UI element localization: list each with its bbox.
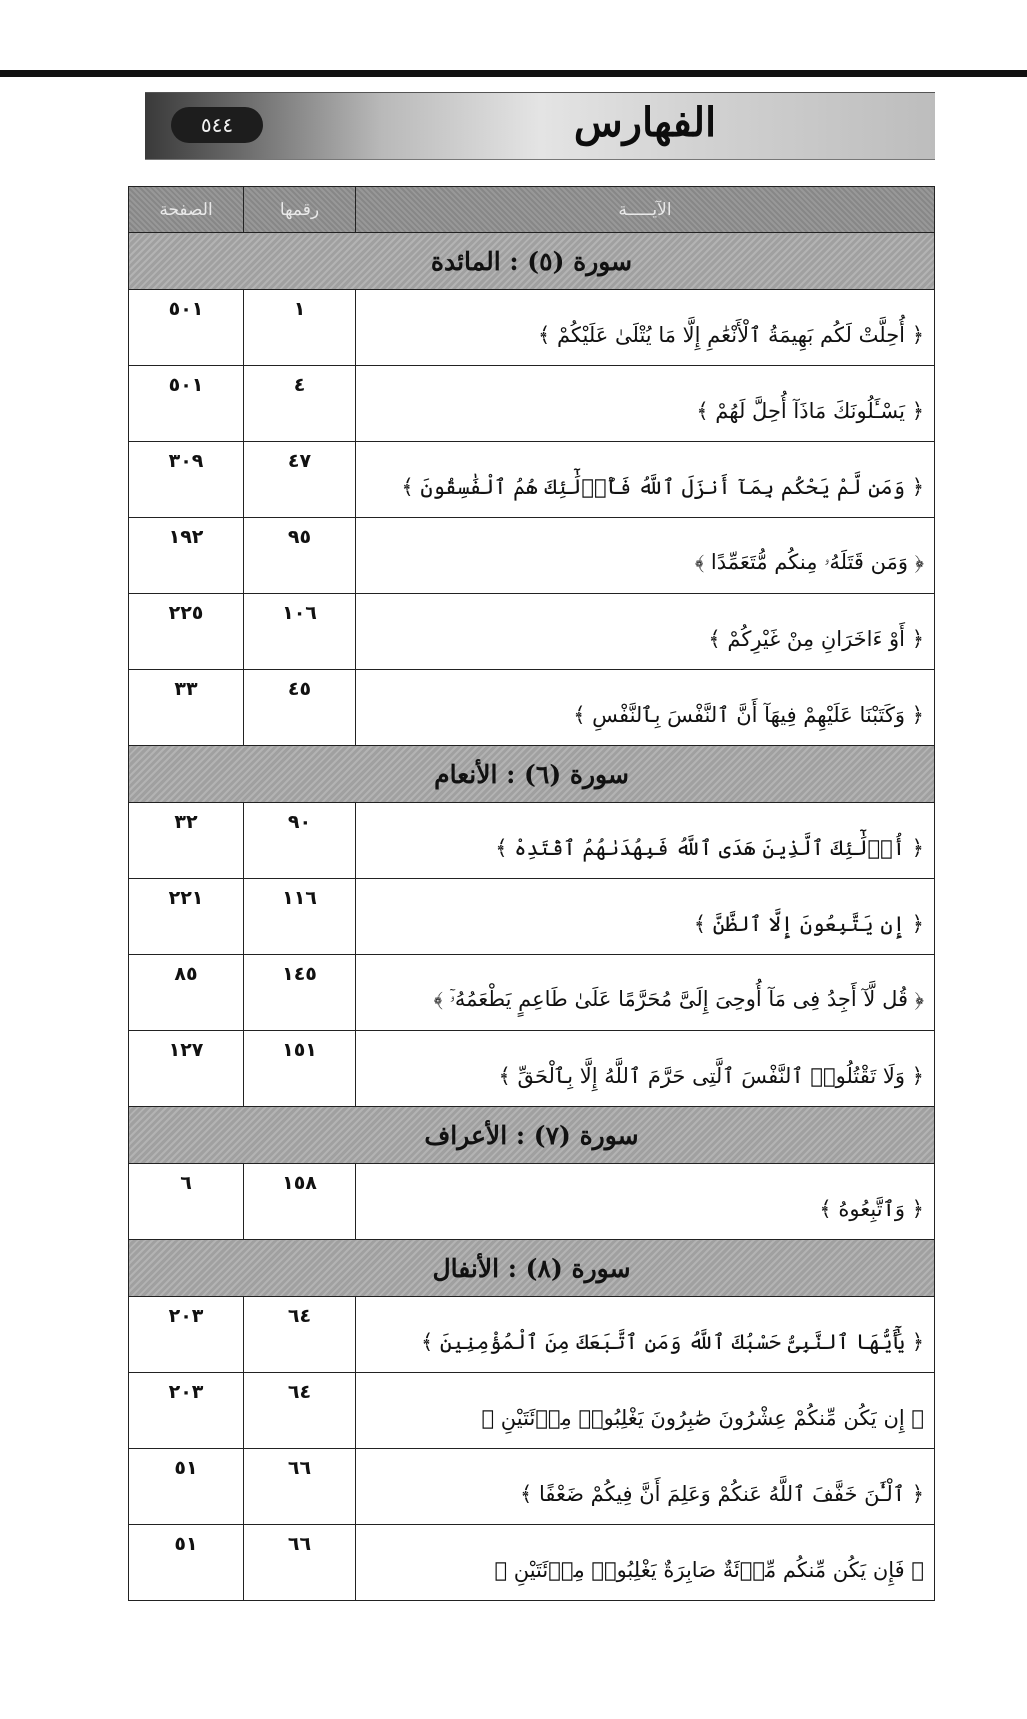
surah-heading: سورة (٦) : الأنعام <box>129 746 935 803</box>
table-row <box>129 670 935 746</box>
verse-number: ٦٦ <box>244 1525 356 1601</box>
surah-heading-row <box>129 233 935 290</box>
verse-number: ١٠٦ <box>244 594 356 670</box>
page-reference: ٥١ <box>129 1525 244 1601</box>
verse-number: ٤٧ <box>244 442 356 518</box>
page-reference: ٨٥ <box>129 955 244 1031</box>
page-reference: ٢٠٣ <box>129 1297 244 1373</box>
table-row <box>129 879 935 955</box>
verse-index-table <box>128 186 935 1601</box>
page-number-badge: ٥٤٤ <box>171 107 263 143</box>
verse-text: ﴿ فَإِن يَكُن مِّنكُم مِّا۟ئَةٌ صَابِرَةٌ يَغْلِبُوا۟ مِا۟ئَتَيْنِ ﴾ <box>356 1525 935 1601</box>
page-reference: ٣٢ <box>129 803 244 879</box>
table-row <box>129 955 935 1031</box>
table-row <box>129 1164 935 1240</box>
verse-text: ﴿ وَكَتَبْنَا عَلَيْهِمْ فِيهَآ أَنَّ ٱلنَّفْسَ بِٱلنَّفْسِ ﴾ <box>356 670 935 746</box>
verse-text: ﴿ إِن يَكُن مِّنكُمْ عِشْرُونَ صَٰبِرُونَ يَغْلِبُوا۟ مِا۟ئَتَيْنِ ﴾ <box>356 1373 935 1449</box>
page-reference: ٥١ <box>129 1449 244 1525</box>
page-reference: ٣٣ <box>129 670 244 746</box>
verse-text: ﴿ أَوْ ءَاخَرَانِ مِنْ غَيْرِكُمْ ﴾ <box>356 594 935 670</box>
verse-number: ١٥١ <box>244 1031 356 1107</box>
verse-text: ﴿ أُحِلَّتْ لَكُم بَهِيمَةُ ٱلْأَنْعَٰمِ إِلَّا مَا يُتْلَىٰ عَلَيْكُمْ ﴾ <box>356 290 935 366</box>
table-row <box>129 366 935 442</box>
verse-text: ﴿ أُو۟لَٰٓئِكَ ٱلَّذِينَ هَدَى ٱللَّهُ فَبِهُدَىٰهُمُ ٱقْتَدِهْ ﴾ <box>356 803 935 879</box>
verse-number: ١٥٨ <box>244 1164 356 1240</box>
page-reference: ٢٢٥ <box>129 594 244 670</box>
verse-text: ﴿ وَمَن لَّمْ يَحْكُم بِمَآ أَنزَلَ ٱللَّهُ فَأُو۟لَٰٓئِكَ هُمُ ٱلْفَٰسِقُونَ ﴾ <box>356 442 935 518</box>
verse-text: ﴿ وَلَا تَقْتُلُوا۟ ٱلنَّفْسَ ٱلَّتِى حَرَّمَ ٱللَّهُ إِلَّا بِٱلْحَقِّ ﴾ <box>356 1031 935 1107</box>
table-row <box>129 1373 935 1449</box>
table-row <box>129 1297 935 1373</box>
table-row <box>129 1449 935 1525</box>
verse-text: ﴿ قُل لَّآ أَجِدُ فِى مَآ أُوحِىَ إِلَىَّ مُحَرَّمًا عَلَىٰ طَاعِمٍ يَطْعَمُهُۥٓ ﴾ <box>356 955 935 1031</box>
verse-number: ٩٥ <box>244 518 356 594</box>
table-body <box>129 233 935 1601</box>
column-header-page: الصفحة <box>129 187 244 233</box>
surah-heading: سورة (٨) : الأنفال <box>129 1240 935 1297</box>
table-row <box>129 518 935 594</box>
verse-text: ﴿ وَمَن قَتَلَهُۥ مِنكُم مُّتَعَمِّدًا ﴾ <box>356 518 935 594</box>
verse-number: ٤ <box>244 366 356 442</box>
verse-number: ١ <box>244 290 356 366</box>
table-row <box>129 290 935 366</box>
verse-number: ٦٦ <box>244 1449 356 1525</box>
surah-heading: سورة (٥) : المائدة <box>129 233 935 290</box>
page-reference: ٢٠٣ <box>129 1373 244 1449</box>
page-reference: ٢٢١ <box>129 879 244 955</box>
table-row <box>129 1031 935 1107</box>
table-row <box>129 803 935 879</box>
table-header-row <box>129 187 935 233</box>
verse-text: ﴿ يَٰٓأَيُّهَا ٱلنَّبِىُّ حَسْبُكَ ٱللَّهُ وَمَنِ ٱتَّبَعَكَ مِنَ ٱلْمُؤْمِنِينَ ﴾ <box>356 1297 935 1373</box>
verse-number: ١١٦ <box>244 879 356 955</box>
surah-heading-row <box>129 1240 935 1297</box>
verse-text: ﴿ إِن يَتَّبِعُونَ إِلَّا ٱلظَّنَّ ﴾ <box>356 879 935 955</box>
table-row <box>129 594 935 670</box>
surah-heading: سورة (٧) : الأعراف <box>129 1107 935 1164</box>
verse-text: ﴿ يَسْـَٔلُونَكَ مَاذَآ أُحِلَّ لَهُمْ ﴾ <box>356 366 935 442</box>
page-header <box>145 92 935 160</box>
column-header-verse: الآيـــــة <box>356 187 935 233</box>
verse-text: ﴿ وَٱتَّبِعُوهُ ﴾ <box>356 1164 935 1240</box>
page-reference: ٦ <box>129 1164 244 1240</box>
verse-text: ﴿ ٱلْـَٰٔنَ خَفَّفَ ٱللَّهُ عَنكُمْ وَعَلِمَ أَنَّ فِيكُمْ ضَعْفًا ﴾ <box>356 1449 935 1525</box>
verse-number: ٩٠ <box>244 803 356 879</box>
verse-number: ٤٥ <box>244 670 356 746</box>
table-row <box>129 442 935 518</box>
surah-heading-row <box>129 746 935 803</box>
page-title: الفهارس <box>573 99 717 146</box>
column-header-number: رقمها <box>244 187 356 233</box>
page-reference: ٥٠١ <box>129 290 244 366</box>
verse-number: ٦٤ <box>244 1373 356 1449</box>
page-reference: ١٢٧ <box>129 1031 244 1107</box>
verse-number: ٦٤ <box>244 1297 356 1373</box>
top-rule <box>0 70 1027 77</box>
page-reference: ٥٠١ <box>129 366 244 442</box>
surah-heading-row <box>129 1107 935 1164</box>
page-reference: ٣٠٩ <box>129 442 244 518</box>
page-reference: ١٩٢ <box>129 518 244 594</box>
verse-number: ١٤٥ <box>244 955 356 1031</box>
table-row <box>129 1525 935 1601</box>
